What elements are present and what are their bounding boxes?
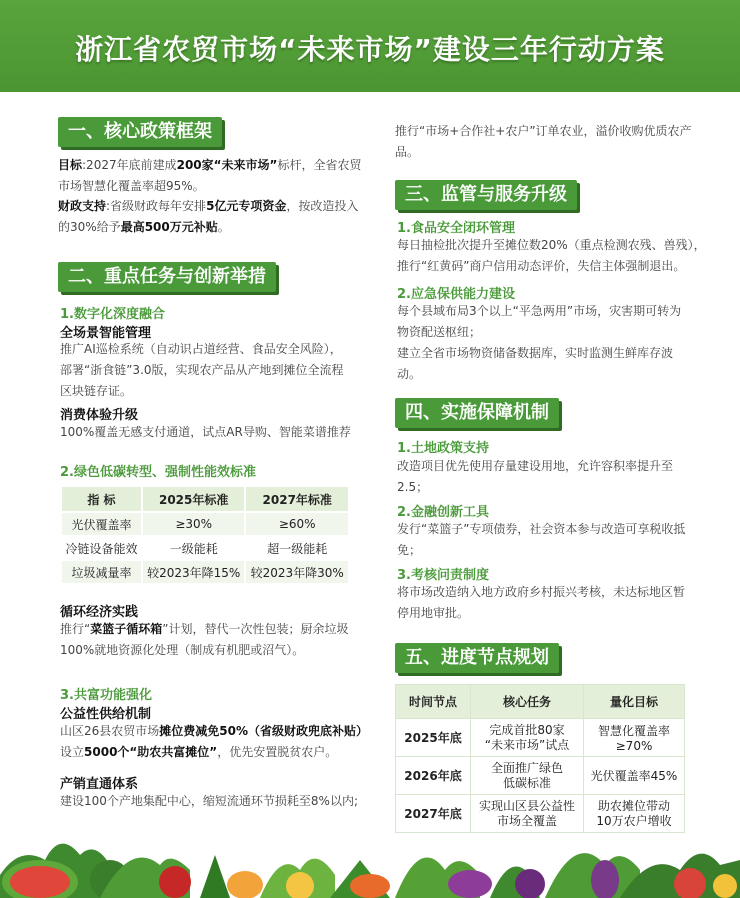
- label-circular-economy: 循环经济实践: [60, 605, 139, 620]
- table-cell: 较2023年降30%: [245, 560, 349, 584]
- table-cell: 垃圾减量率: [61, 560, 142, 584]
- goal-paragraph: 目标:2027年底前建成200家“未来市场”标杆，全省农贸 市场智慧化覆盖率超95%。: [58, 158, 362, 193]
- table-header: 指 标: [61, 486, 142, 512]
- direct-supply-text: 建设100个产地集配中心，缩短流通环节损耗至8%以内;: [60, 794, 358, 808]
- table-header: 量化目标: [584, 685, 685, 719]
- section-heading-3: 三、监管与服务升级: [395, 180, 577, 210]
- table-cell: 较2023年降15%: [142, 560, 246, 584]
- label-direct-supply: 产销直通体系: [60, 777, 139, 792]
- consumer-experience-text: 100%覆盖无感支付通道，试点AR导购、智能菜谱推荐: [60, 425, 351, 439]
- smart-management-text: 推广AI巡检系统（自动识占道经营、食品安全风险）， 部署“浙食链”3.0版，实现农产品从产地到摊位全流程 区块链存证。: [60, 342, 344, 398]
- order-agriculture-text: 推行“市场+合作社+农户”订单农业，溢价收购优质农产 品。: [395, 124, 692, 159]
- circular-economy-text: 推行“菜篮子循环箱”计划，替代一次性包装；厨余垃圾 100%就地资源化处理（制成有机肥或沼气）。: [60, 622, 349, 657]
- title-banner: [0, 0, 740, 92]
- table-cell: 一级能耗: [142, 536, 246, 560]
- sub-finance-tools: 2.金融创新工具: [397, 505, 489, 520]
- emergency-text: 每个县域布局3个以上“平急两用”市场，灾害期可转为 物资配送枢纽； 建立全省市场物资储备数据库，实时监测生鲜库存波 动。: [397, 304, 682, 381]
- sub-common-prosperity: 3.共富功能强化: [60, 688, 152, 703]
- table-cell: 超一级能耗: [245, 536, 349, 560]
- vegetables-decoration: [0, 820, 740, 898]
- table-cell: 光伏覆盖率45%: [584, 757, 685, 795]
- section-heading-1: 一、核心政策框架: [58, 117, 222, 147]
- table-cell: 完成首批80家 “未来市场”试点: [471, 719, 584, 757]
- table-cell: ≥60%: [245, 512, 349, 536]
- label-consumer-experience: 消费体验升级: [60, 408, 139, 423]
- finance-paragraph: 财政支持:省级财政每年安排5亿元专项资金，按改造投入 的30%给予最高500万元补贴。: [58, 199, 359, 234]
- schedule-table: [395, 684, 685, 833]
- sub-land-policy: 1.土地政策支持: [397, 441, 489, 456]
- page-title: 浙江省农贸市场“未来市场”建设三年行动方案: [75, 33, 665, 66]
- section-heading-2: 二、重点任务与创新举措: [58, 262, 276, 292]
- table-cell: 2025年底: [396, 719, 471, 757]
- accountability-text: 将市场改造纳入地方政府乡村振兴考核，未达标地区暂 停用地审批。: [397, 585, 686, 620]
- sub-digital: 1.数字化深度融合: [60, 307, 165, 322]
- section-heading-4: 四、实施保障机制: [395, 398, 559, 428]
- sub-food-safety: 1.食品安全闭环管理: [397, 221, 515, 236]
- table-header: 核心任务: [471, 685, 584, 719]
- label-public-supply: 公益性供给机制: [60, 707, 152, 722]
- table-cell: 光伏覆盖率: [61, 512, 142, 536]
- table-cell: 2027年底: [396, 795, 471, 833]
- finance-tools-text: 发行“菜篮子”专项债券，社会资本参与改造可享税收抵 免；: [397, 522, 686, 557]
- table-cell: 2026年底: [396, 757, 471, 795]
- section-heading-5: 五、进度节点规划: [395, 643, 559, 673]
- sub-green: 2.绿色低碳转型、强制性能效标准: [60, 465, 256, 480]
- table-cell: 智慧化覆盖率≥70%: [584, 719, 685, 757]
- table-cell: 全面推广绿色 低碳标准: [471, 757, 584, 795]
- table-cell: 实现山区县公益性 市场全覆盖: [471, 795, 584, 833]
- energy-standard-table: [60, 485, 350, 585]
- table-cell: 助农摊位带动 10万农户增收: [584, 795, 685, 833]
- table-header: 时间节点: [396, 685, 471, 719]
- sub-accountability: 3.考核问责制度: [397, 568, 489, 583]
- label-smart-management: 全场景智能管理: [60, 326, 152, 341]
- sub-emergency: 2.应急保供能力建设: [397, 287, 515, 302]
- table-cell: 冷链设备能效: [61, 536, 142, 560]
- table-header: 2027年标准: [245, 486, 349, 512]
- land-policy-text: 改造项目优先使用存量建设用地，允许容积率提升至 2.5；: [397, 459, 674, 494]
- food-safety-text: 每日抽检批次提升至摊位数20%（重点检测农残、兽残）， 推行“红黄码”商户信用动态评价，失信主体强制退出。: [397, 238, 706, 273]
- table-cell: ≥30%: [142, 512, 246, 536]
- table-header: 2025年标准: [142, 486, 246, 512]
- public-supply-text: 山区26县农贸市场摊位费减免50%（省级财政兜底补贴） 设立5000个“助农共富摊位”，优先安置脱贫农户。: [60, 724, 369, 759]
